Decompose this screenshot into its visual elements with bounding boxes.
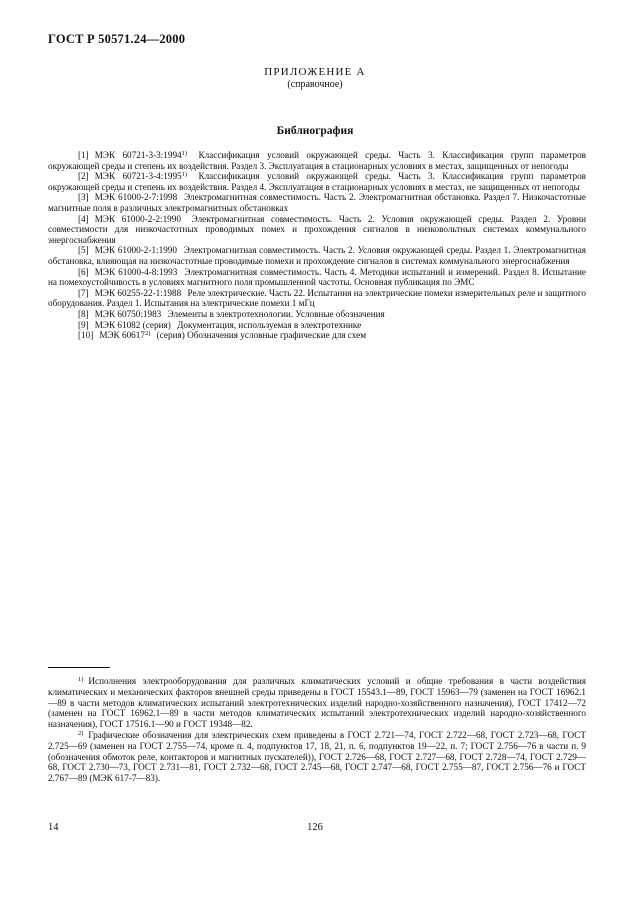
- bibliography-entry: [48, 171, 586, 192]
- bibliography-entry: [48, 150, 586, 171]
- bibliography-entry: [48, 214, 586, 246]
- footnote-text: Графические обозначения для электрических схем приведены в ГОСТ 2.721—74, ГОСТ 2.722—68, ГОСТ 2.723—68, ГОСТ 2.725—69 (заменен на ГОСТ 2.755—74, кроме п. 4, подпунктов 17, 18, 21, п. 6, подпунктов 19—22, п. 7; ГОСТ 2.756—76 в части п. 9 (обозначения обмоток реле, контакторов и магнитных пускателей)), ГОСТ 2.726—68, ГОСТ 2.727—68, ГОСТ 2.728—74, ГОСТ 2.729—68, ГОСТ 2.730—73, ГОСТ 2.731—81, ГОСТ 2.732—68, ГОСТ 2.745—68, ГОСТ 2.747—68, ГОСТ 2.755—87, ГОСТ 2.756—76 и ГОСТ 2.767—89 (МЭК 617-7—83).: [48, 729, 586, 784]
- footnote: [48, 676, 586, 730]
- entry-text: Классификация условий окружающей среды. Часть 3. Классификация групп параметров окружающей среды и степень их воздействия. Раздел 4. Эксплуатация в стационарных условиях в местах, не защищенных от непогоды: [48, 171, 586, 192]
- entry-text: Электромагнитная совместимость. Часть 4. Методики испытаний и измерений. Раздел 8. Испытание на помехоустойчивость в условиях магнитного поля промышленной частоты. Основная публикация по ЭМС: [48, 266, 587, 288]
- entry-code: МЭК 61082 (серия): [94, 319, 171, 330]
- entry-number: [8]: [78, 308, 89, 319]
- appendix-title: ПРИЛОЖЕНИЕ А: [264, 66, 366, 78]
- entry-text: (серия) Обозначения условные графические для схем: [156, 330, 367, 341]
- entry-text: Элементы в электротехнологии. Условные обозначения: [167, 308, 385, 319]
- entry-code: МЭК 61000-2-7:1998: [94, 192, 178, 203]
- bibliography-entry: [48, 192, 586, 213]
- entry-number: [10]: [78, 330, 94, 341]
- bibliography-title: Библиография: [276, 125, 354, 137]
- page-number-left: 14: [48, 822, 59, 833]
- entry-text: Электромагнитная совместимость. Часть 2. Условия окружающей среды. Раздел 1. Электромагнитная обстановка, влияющая на низкочастотные проводимые помехи и прохождение сигналов в системах коммунального энергоснабжения: [48, 245, 586, 266]
- footnote-mark: 2): [78, 729, 84, 737]
- entry-number: [3]: [78, 192, 89, 203]
- entry-text: Электромагнитная совместимость. Часть 2. Условия окружающей среды. Раздел 2. Уровни совместимости для низкочастотных проводимых помех и прохождения сигналов в низковольтных системах коммунального энергоснабжения: [48, 213, 586, 245]
- entry-code: МЭК 60721-3-4:1995: [94, 171, 182, 182]
- bibliography-entry: [48, 330, 586, 341]
- footnote-mark: 1): [78, 676, 84, 683]
- page-number-center: 126: [307, 822, 323, 833]
- entry-number: [1]: [78, 150, 89, 160]
- entry-number: [2]: [78, 171, 89, 182]
- entry-number: [5]: [78, 245, 89, 256]
- bibliography-list: [48, 150, 586, 341]
- entry-text: Документация, используемая в электротехнике: [177, 319, 362, 330]
- bibliography-entry: [48, 288, 586, 309]
- entry-number: [7]: [78, 287, 89, 298]
- footnotes: [48, 676, 586, 784]
- entry-code: МЭК 60721-3-3:1994: [94, 150, 182, 160]
- footnote: [48, 730, 586, 784]
- entry-number: [6]: [78, 266, 89, 277]
- bibliography-entry: [48, 267, 586, 288]
- entry-footnote-mark: 2): [144, 330, 151, 338]
- entry-code: МЭК 60255-22-1:1988: [94, 287, 182, 298]
- entry-code: МЭК 61000-2-1:1990: [94, 245, 177, 256]
- bibliography-entry: [48, 309, 586, 320]
- entry-number: [4]: [78, 213, 89, 224]
- entry-code: МЭК 60617: [99, 330, 145, 341]
- appendix-subtitle: (справочное): [287, 79, 343, 90]
- entry-text: Реле электрические. Часть 22. Испытания на электрические помехи измерительных реле и защитного оборудования. Раздел 1. Испытания на электрические помехи 1 мГц: [48, 287, 587, 309]
- entry-footnote-mark: 1): [181, 171, 188, 179]
- entry-code: МЭК 61000-2-2:1990: [94, 213, 181, 224]
- entry-text: Электромагнитная совместимость. Часть 2. Электромагнитная обстановка. Раздел 7. Низкочастотные магнитные поля в различных электромагнитных обстановках: [48, 192, 586, 213]
- footnote-divider: [48, 667, 110, 668]
- entry-code: МЭК 60750:1983: [94, 308, 162, 319]
- entry-code: МЭК 61000-4-8:1993: [94, 266, 178, 277]
- entry-number: [9]: [78, 319, 89, 330]
- standard-header: ГОСТ Р 50571.24—2000: [48, 32, 186, 46]
- entry-footnote-mark: 1): [181, 150, 188, 157]
- bibliography-entry: [48, 320, 586, 331]
- footnote-text: Исполнения электрооборудования для различных климатических условий и общие требования в части воздействия климатических и механических факторов внешней среды приведены в ГОСТ 15543.1—89, ГОСТ 15963—79 (заменен на ГОСТ 16962.1—89 в части методов климатических испытаний электротехнических изделий народно-хозяйственного назначения), ГОСТ 17412—72 (заменен на ГОСТ 16962.1—89 в части методов климатических испытаний электротехнических изделий народно-хозяйственного назначения), ГОСТ 17516.1—90 и ГОСТ 19348—82.: [48, 676, 586, 730]
- entry-text: Классификация условий окружающей среды. Часть 3. Классификация групп параметров окружающей среды и степень их воздействия. Раздел 3. Эксплуатация в стационарных условиях в местах, защищенных от непогоды: [48, 150, 586, 171]
- bibliography-entry: [48, 245, 586, 266]
